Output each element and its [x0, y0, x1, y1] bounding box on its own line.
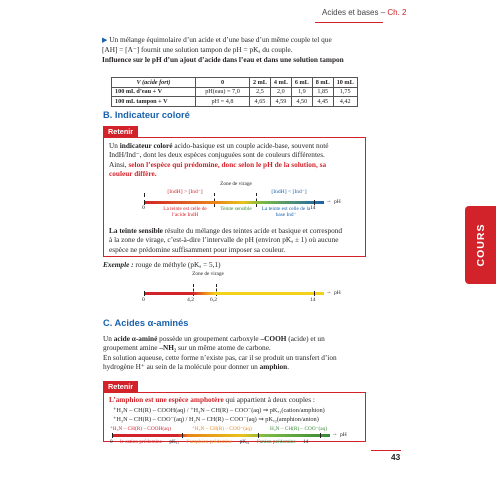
- tick-14-2: [314, 291, 315, 296]
- ph-zero: 0: [142, 205, 145, 211]
- ph-fourteen-3: 14: [303, 439, 309, 445]
- tick-pka2: [258, 433, 259, 438]
- indicator-definition: Un indicateur coloré acido-basique est un couple acide-base, souvent noté IndH/Ind⁻, dont les deux espèces conjuguées sont de couleurs différentes. Ainsi, selon l’espèce qui prédomine, donc selon le pH de la solution, sa couleur diffère.: [109, 141, 363, 179]
- tick-0-2: [144, 291, 145, 296]
- ph-zero-3: 0: [110, 439, 113, 445]
- table-cell: 4,42: [333, 97, 357, 107]
- table-cell: 100 mL tampon + V: [112, 97, 196, 107]
- amphion-species: ⁺H₃N – CH(R) – COO⁻(aq): [192, 426, 252, 432]
- section-c-title: C. Acides α-aminés: [103, 318, 189, 328]
- table-cell: 4,45: [312, 97, 333, 107]
- zone-right-dashed: [256, 193, 257, 207]
- anion-caption: l’anion prédomine: [256, 439, 296, 445]
- bullet-arrow-icon: ▶: [102, 36, 108, 44]
- table-cell: pH = 4,8: [196, 97, 250, 107]
- amino-acid-paragraph: Un acide α-aminé possède un groupement carboxyle –COOH (acide) et un groupement amine –NH₂ sur un même atome de carbone. En solution aqueuse, cette forme n’existe pas, car il se produit un transfert d’ion hydrogène H⁺ au sein de la molécule pour donner un amphion.: [103, 334, 367, 372]
- tick-14-3: [320, 433, 321, 438]
- amino-ph-scale-bar: [112, 434, 330, 437]
- tick-pka1: [182, 433, 183, 438]
- page-number: 43: [391, 452, 401, 462]
- table-cell: 100 mL d’eau + V: [112, 87, 196, 97]
- table-row: [112, 87, 358, 97]
- zone-de-virage-label: Zone de virage: [220, 181, 252, 187]
- table-cell: 4,50: [291, 97, 312, 107]
- pka1-label: pKₐ₁: [169, 439, 180, 445]
- ph-scale-bar: [144, 201, 324, 204]
- teinte-line-2: à la zone de virage, c’est-à-dire l’intervalle de pH (environ pKₐ ± 1) où aucune: [109, 235, 339, 245]
- example-label: Exemple :: [103, 260, 134, 269]
- header-rule: [315, 22, 383, 23]
- scale3-bottom-labels: [110, 439, 308, 445]
- running-header: [322, 8, 407, 17]
- table-cell: 4,59: [270, 97, 291, 107]
- table-cell: 4,65: [250, 97, 271, 107]
- acid-bracket-label: [IndH] > [Ind⁻]: [167, 189, 203, 195]
- table-header-row: [112, 78, 358, 88]
- table-header-cell: 8 mL: [312, 78, 333, 88]
- ph-unit: pH: [334, 199, 341, 205]
- ph-zero-2: 0: [142, 297, 145, 303]
- table-cell: 1,75: [333, 87, 357, 97]
- retenir-label-2: Retenir: [103, 381, 138, 392]
- indicator-line-2: IndH/Ind⁻, dont les deux espèces conjuguées sont de couleurs différentes.: [109, 150, 325, 160]
- table-row: [112, 97, 358, 107]
- zone-de-virage-label-2: Zone de virage: [192, 271, 224, 277]
- table-cell: 1,85: [312, 87, 333, 97]
- teinte-sensible-paragraph: La teinte sensible résulte du mélange des teintes acide et basique et correspond à la zone de virage, c’est-à-dire l’intervalle de pH (environ pKₐ ± 1) où aucune espèce ne prédomine suffisamment pour imposer sa couleur.: [109, 226, 363, 254]
- teinte-line-3: espèce ne prédomine suffisamment pour imposer sa couleur.: [109, 244, 286, 254]
- ph-influence-table: [111, 77, 358, 107]
- methyl-red-base-band: [216, 292, 324, 295]
- table-header-cell: V (acide fort): [112, 78, 196, 88]
- page-number-rule: [371, 450, 401, 451]
- example-text: rouge de méthyle (pKₐ = 5,1): [133, 260, 221, 269]
- acid-bracket: [144, 193, 216, 197]
- cours-side-tab: [465, 206, 496, 284]
- intro-line-1: Un mélange équimolaire d’un acide et d’une base d’un même couple tel que: [109, 35, 332, 44]
- indicator-line-4: couleur diffère.: [109, 169, 157, 179]
- amphion-caption: l’amphion prédomine: [186, 439, 233, 445]
- table-header-cell: 4 mL: [270, 78, 291, 88]
- ph-unit-2: pH: [334, 290, 341, 296]
- table-title: Influence sur le pH d’un ajout d’acide dans l’eau et dans une solution tampon: [102, 54, 344, 64]
- equation-1: ⁺H₃N – CH(R) – COOH(aq) / ⁺H₃N – CH(R) – COO⁻(aq) ⇒ pKₐ₁(cation/amphion): [113, 407, 325, 414]
- pka2-label: pKₐ₂: [239, 439, 250, 445]
- header-chapter: Ch. 2: [387, 8, 407, 17]
- ph-arrow-icon-2: →: [326, 289, 332, 295]
- cation-caption: le cation prédomine: [119, 439, 163, 445]
- table-cell: 2,5: [250, 87, 271, 97]
- table-header-cell: 0: [196, 78, 250, 88]
- sensitive-caption: Teinte sensible: [220, 206, 252, 212]
- methyl-red-acid-band: [144, 292, 193, 295]
- ph-arrow-icon-3: →: [332, 431, 338, 437]
- table-header-cell: 2 mL: [250, 78, 271, 88]
- ph-4-2: 4,2: [187, 297, 194, 303]
- ph-fourteen-2: 14: [310, 297, 316, 303]
- example-line: [103, 260, 221, 269]
- base-bracket-label: [IndH] < [Ind⁻]: [271, 189, 307, 195]
- amphion-definition: L’amphion est une espèce amphotère qui appartient à deux couples :: [109, 395, 315, 404]
- acid-caption: La teinte est celle de l’acide IndH: [163, 206, 207, 218]
- intro-paragraph: [102, 35, 372, 64]
- base-caption: La teinte est celle de la base Ind⁻: [261, 206, 311, 218]
- bold-term: indicateur coloré: [119, 141, 173, 150]
- cours-label: COURS: [475, 223, 487, 267]
- header-title: Acides et bases –: [322, 8, 388, 17]
- ph-6-2: 6,2: [210, 297, 217, 303]
- ph-arrow-icon: →: [326, 198, 332, 204]
- ph-unit-3: pH: [340, 432, 347, 438]
- table-cell: 1,9: [291, 87, 312, 97]
- table-header-cell: 10 mL: [333, 78, 357, 88]
- section-b-title: B. Indicateur coloré: [103, 110, 190, 120]
- tick-0-3: [112, 433, 113, 438]
- amphion-equations: [113, 406, 325, 424]
- bold-term: La teinte sensible: [109, 226, 163, 235]
- retenir-label: Retenir: [103, 126, 138, 137]
- ph-fourteen: 14: [310, 205, 316, 211]
- cation-species: ⁺H₃N – CH(R) – COOH(aq): [110, 426, 171, 432]
- table-header-cell: 6 mL: [291, 78, 312, 88]
- table-cell: pH(eau) = 7,0: [196, 87, 250, 97]
- methyl-red-transition-band: [193, 292, 216, 295]
- intro-line-2: [AH] = [A⁻] fournit une solution tampon de pH = pKₐ du couple.: [102, 45, 293, 55]
- anion-species: H₂N – CH(R) – COO⁻(aq): [270, 426, 328, 432]
- table-cell: 2,0: [270, 87, 291, 97]
- equation-2: ⁺H₃N – CH(R) – COO⁻(aq) / H₂N – CH(R) – COO⁻(aq) ⇒ pKₐ₂(amphion/anion): [113, 416, 319, 423]
- amino-line-3: En solution aqueuse, cette forme n’existe pas, car il se produit un transfert d’ion: [103, 352, 337, 362]
